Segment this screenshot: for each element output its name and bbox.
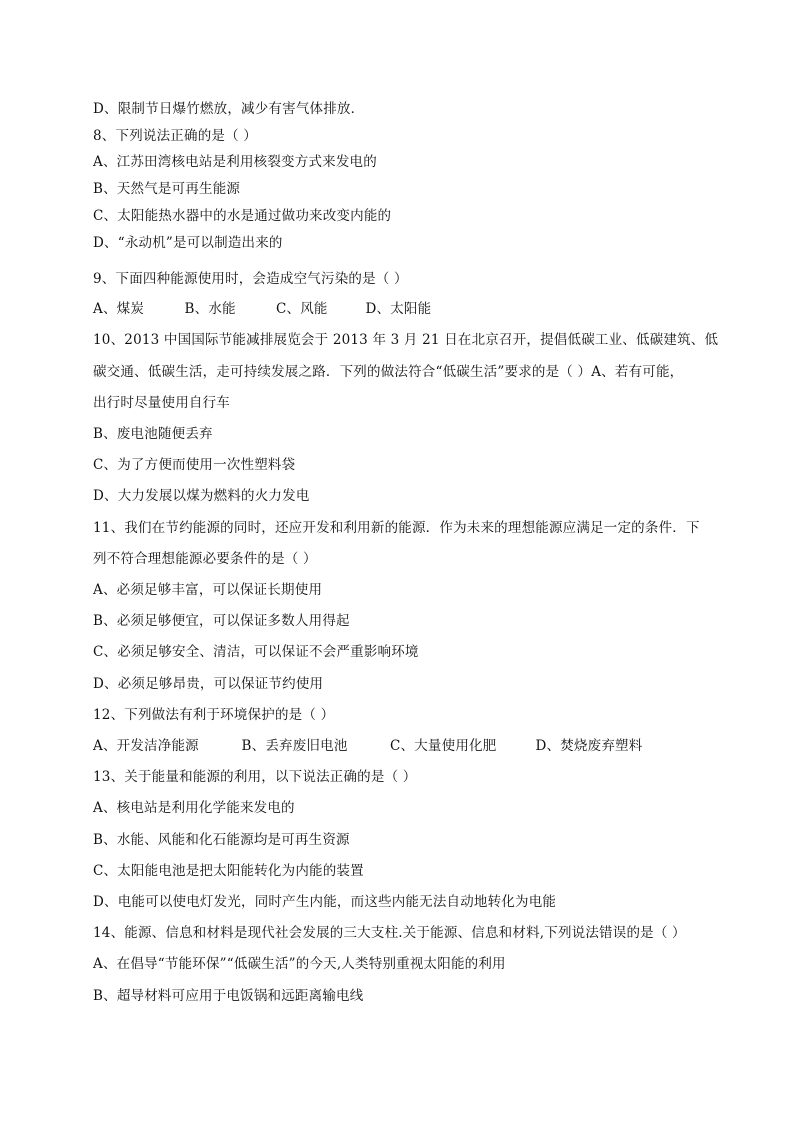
q11-stem-line2: 列不符合理想能源必要条件的是（ ） <box>93 551 317 567</box>
q11-option-a: A、必须足够丰富，可以保证长期使用 <box>93 582 323 598</box>
q12-option-b: B、丢弃废旧电池 <box>241 738 348 754</box>
q10-stem-line2: 碳交通、低碳生活，走可持续发展之路．下列的做法符合“低碳生活”要求的是（ ）A、若有可能， <box>93 364 684 380</box>
q12-option-c: C、大量使用化肥 <box>390 738 497 754</box>
q10-option-d: D、大力发展以煤为燃料的火力发电 <box>93 488 310 504</box>
q8-option-a: A、江苏田湾核电站是利用核裂变方式来发电的 <box>93 154 377 170</box>
q10-option-b: B、废电池随便丢弃 <box>93 426 213 442</box>
q14-option-a: A、在倡导“节能环保”“低碳生活”的今天,人类特别重视太阳能的利用 <box>93 956 506 972</box>
q11-stem-line1: 11、我们在节约能源的同时，还应开发和利用新的能源．作为未来的理想能源应满足一定的条件．下 <box>93 520 700 536</box>
q9-option-d: D、太阳能 <box>365 301 432 317</box>
q10-stem-line3: 出行时尽量使用自行车 <box>93 395 230 411</box>
q11-option-b: B、必须足够便宜，可以保证多数人用得起 <box>93 613 350 629</box>
q13-option-a: A、核电站是利用化学能来发电的 <box>93 800 295 816</box>
q10-stem-line1: 10、2013 中国国际节能减排展览会于 2013 年 3 月 21 日在北京召开，提倡低碳工业、低碳建筑、低 <box>93 332 719 348</box>
q14-stem: 14、能源、信息和材料是现代社会发展的三大支柱.关于能源、信息和材料,下列说法错误的是（ ） <box>93 925 686 941</box>
q12-stem: 12、下列做法有利于环境保护的是（ ） <box>93 707 335 723</box>
q12-option-d: D、焚烧废弃塑料 <box>535 738 643 754</box>
q9-options <box>93 301 431 317</box>
q8-stem: 8、下列说法正确的是（ ） <box>93 128 257 144</box>
q9-option-a: A、煤炭 <box>93 301 145 317</box>
q10-option-c: C、为了方便而使用一次性塑料袋 <box>93 457 296 473</box>
q8-option-b: B、天然气是可再生能源 <box>93 181 241 197</box>
q11-option-d: D、必须足够昂贵，可以保证节约使用 <box>93 676 324 692</box>
q13-option-d: D、电能可以使电灯发光，同时产生内能，而这些内能无法自动地转化为电能 <box>93 894 557 910</box>
q9-option-b: B、水能 <box>184 301 236 317</box>
q12-option-a: A、开发洁净能源 <box>93 738 199 754</box>
q12-options <box>93 738 642 754</box>
q9-option-c: C、风能 <box>276 301 328 317</box>
q7-option-d: D、限制节日爆竹燃放，减少有害气体排放． <box>93 101 365 117</box>
q14-option-b: B、超导材料可应用于电饭锅和远距离输电线 <box>93 988 364 1004</box>
q8-option-d: D、“永动机”是可以制造出来的 <box>93 235 283 251</box>
q13-option-b: B、水能、风能和化石能源均是可再生资源 <box>93 832 350 848</box>
q9-stem: 9、下面四种能源使用时，会造成空气污染的是（ ） <box>93 271 408 287</box>
q13-option-c: C、太阳能电池是把太阳能转化为内能的装置 <box>93 863 364 879</box>
q13-stem: 13、关于能量和能源的利用，以下说法正确的是（ ） <box>93 769 417 785</box>
q11-option-c: C、必须足够安全、清洁，可以保证不会严重影响环境 <box>93 644 419 660</box>
q8-option-c: C、太阳能热水器中的水是通过做功来改变内能的 <box>93 208 392 224</box>
